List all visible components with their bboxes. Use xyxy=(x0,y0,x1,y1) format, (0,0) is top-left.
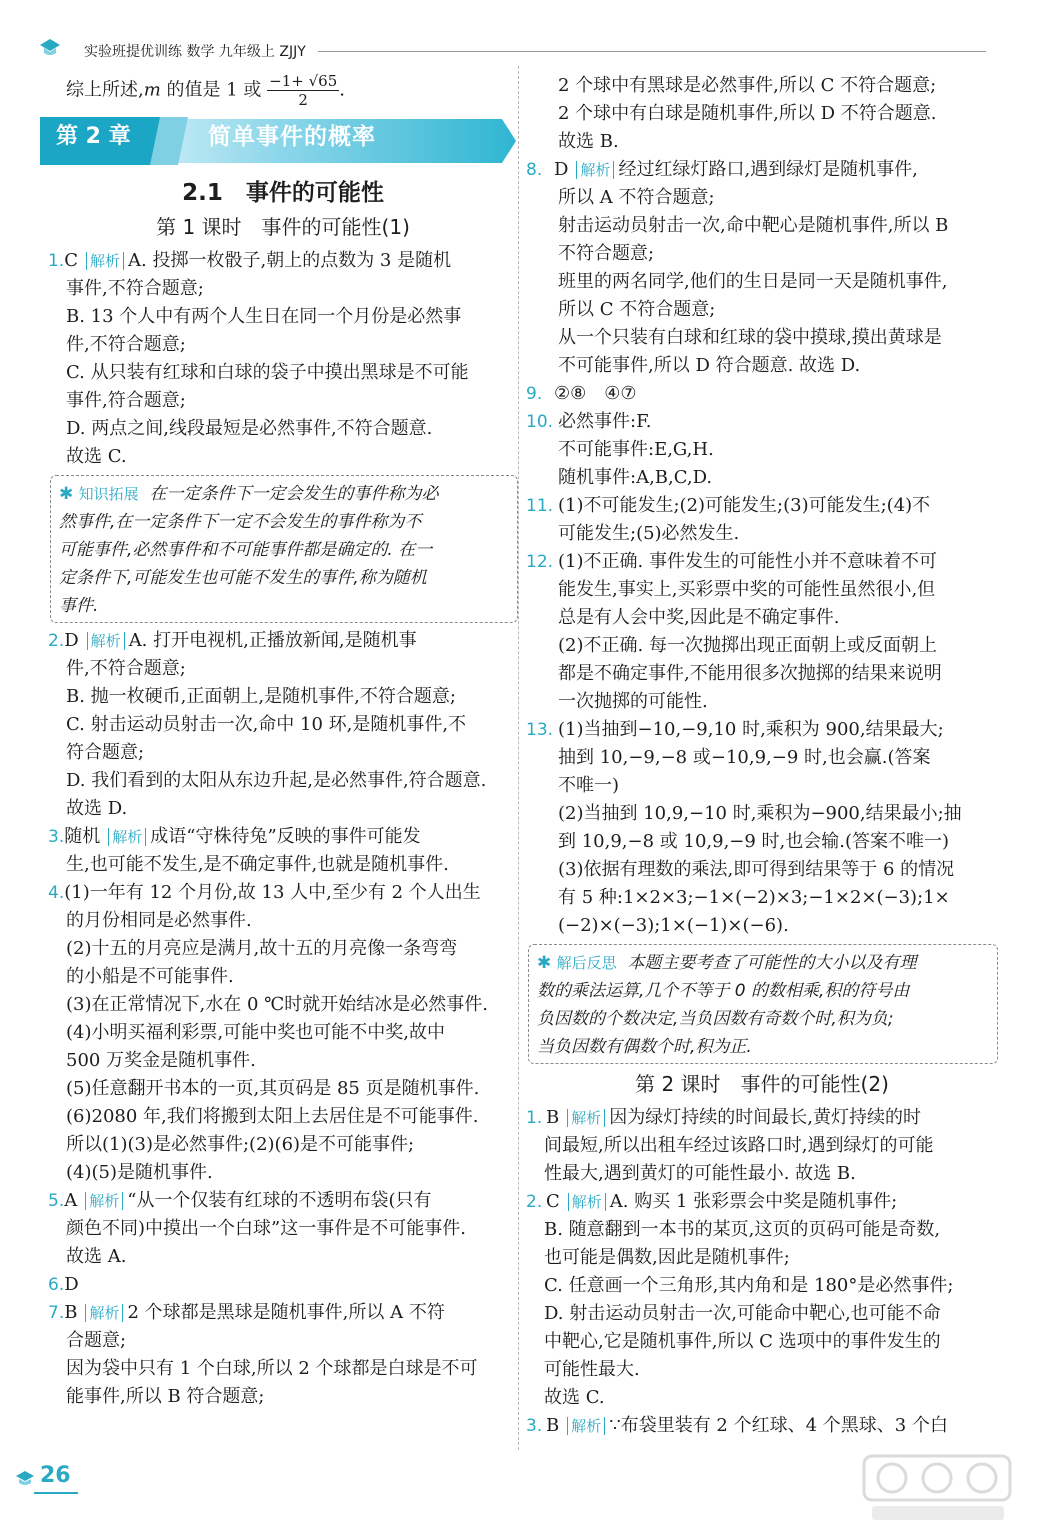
practice-question-3 xyxy=(526,1412,998,1440)
question-number: 3. xyxy=(48,827,65,847)
question-number: 12. xyxy=(526,552,554,572)
analysis-tag: 解析 xyxy=(568,1193,606,1211)
page-marker-icon xyxy=(14,1468,36,1488)
text-line: 随机事件:A,B,C,D. xyxy=(558,467,713,488)
text-line: (1)不正确. 事件发生的可能性小并不意味着不可 xyxy=(558,551,937,572)
text-line: 2 个球都是黑球是随机事件,所以 A 不符 xyxy=(127,1302,445,1323)
analysis-tag: 解析 xyxy=(567,1417,605,1435)
text-line: 然事件,在一定条件下一定不会发生的事件称为不 xyxy=(59,512,422,532)
text-line: 件,不符合题意; xyxy=(66,658,186,679)
text-line: (−2)×(−3);1×(−1)×(−6). xyxy=(558,915,789,936)
practice-question-2 xyxy=(526,1188,998,1216)
practice-question-1 xyxy=(526,1104,998,1132)
text-line: 都是不确定事件,不能用很多次抛掷的结果来说明 xyxy=(558,663,942,684)
text-line: (4)(5)是随机事件. xyxy=(66,1162,213,1183)
text-line: 颜色不同)中摸出一个白球”这一事件是不可能事件. xyxy=(66,1218,466,1239)
text-line: 数的乘法运算,几个不等于 0 的数相乘,积的符号由 xyxy=(537,981,910,1001)
question-8 xyxy=(526,156,998,184)
question-number: 6. xyxy=(48,1275,65,1295)
text-line: 因为袋中只有 1 个白球,所以 2 个球都是白球是不可 xyxy=(66,1358,478,1379)
question-number: 13. xyxy=(526,720,554,740)
question-2 xyxy=(48,627,518,655)
text-line: 不符合题意; xyxy=(558,243,655,264)
text-line: B. 随意翻到一本书的某页,这页的页码可能是奇数, xyxy=(544,1219,941,1240)
analysis-tag: 解析 xyxy=(567,1109,605,1127)
text-line: 总是有人会中奖,因此是不确定事件. xyxy=(558,607,840,628)
text-line: 能事件,所以 B 符合题意; xyxy=(66,1386,265,1407)
text-line: 到 10,9,−8 或 10,9,−9 时,也会输.(答案不唯一) xyxy=(558,831,950,852)
text-line: 的小船是不可能事件. xyxy=(66,966,234,987)
text-line: 500 万奖金是随机事件. xyxy=(66,1050,256,1071)
reflection-box xyxy=(528,944,998,1064)
text-line: C. 从只装有红球和白球的袋子中摸出黑球是不可能 xyxy=(66,362,469,383)
text-line: 故选 C. xyxy=(544,1387,605,1408)
text-line: 班里的两名同学,他们的生日是同一天是随机事件, xyxy=(558,271,948,292)
text-line: 也可能是偶数,因此是随机事件; xyxy=(544,1247,790,1268)
text-line: (5)任意翻开书本的一页,其页码是 85 页是随机事件. xyxy=(66,1078,480,1099)
question-number: 2. xyxy=(526,1192,543,1212)
text-line: (1)当抽到−10,−9,10 时,乘积为 900,结果最大; xyxy=(558,719,944,740)
page-number: 26 xyxy=(40,1463,71,1488)
question-12 xyxy=(526,548,998,576)
question-11 xyxy=(526,492,998,520)
answer: ②⑧ ④⑦ xyxy=(554,383,637,404)
question-13 xyxy=(526,716,998,744)
answer: B xyxy=(64,1302,78,1323)
text-line: 可能发生;(5)必然发生. xyxy=(558,523,740,544)
box-tag: 解后反思 xyxy=(556,954,617,972)
text-line: B. 抛一枚硬币,正面朝上,是随机事件,不符合题意; xyxy=(66,686,456,707)
question-number: 10. xyxy=(526,412,554,432)
text-line: B. 13 个人中有两个人生日在同一个月份是必然事 xyxy=(66,306,462,327)
question-number: 1. xyxy=(48,251,65,271)
question-number: 11. xyxy=(526,496,554,516)
answer: D xyxy=(64,1274,79,1295)
conclusion-line: 综上所述,m 的值是 1 或 $\frac{-1+ √65}{2}$ . xyxy=(66,72,345,109)
star-icon: ✱ xyxy=(537,953,557,973)
text-line: 所以(1)(3)是必然事件;(2)(6)是不可能事件; xyxy=(66,1134,415,1155)
question-10 xyxy=(526,408,998,436)
analysis-tag: 解析 xyxy=(108,828,146,846)
question-number: 8. xyxy=(526,160,543,180)
answer: 随机 xyxy=(64,826,101,847)
chapter-label: 第 2 章 xyxy=(56,124,131,149)
text-line: (1)不可能发生;(2)可能发生;(3)可能发生;(4)不 xyxy=(558,495,931,516)
text-line: (3)依据有理数的乘法,即可得到结果等于 6 的情况 xyxy=(558,859,955,880)
text-line: (3)在正常情况下,水在 0 ℃时就开始结冰是必然事件. xyxy=(66,994,488,1015)
text-line: 性最大,遇到黄灯的可能性最小. 故选 B. xyxy=(544,1163,856,1184)
text-line: 抽到 10,−9,−8 或−10,9,−9 时,也会赢.(答案 xyxy=(558,747,931,768)
answer: B xyxy=(546,1107,560,1128)
publisher-logo-icon xyxy=(38,36,62,58)
text-line: A. 投掷一枚骰子,朝上的点数为 3 是随机 xyxy=(128,250,452,271)
column-divider xyxy=(518,66,519,1450)
answer: C xyxy=(546,1191,560,1212)
text-line: 事件. xyxy=(59,596,99,616)
question-number: 3. xyxy=(526,1416,543,1436)
question-4 xyxy=(48,879,518,907)
chapter-banner xyxy=(40,113,518,169)
text-line: A. 打开电视机,正播放新闻,是随机事 xyxy=(128,630,417,651)
text-line: D. 两点之间,线段最短是必然事件,不符合题意. xyxy=(66,418,433,439)
text-line: 事件,不符合题意; xyxy=(66,278,204,299)
text-line: “从一个仅装有红球的不透明布袋(只有 xyxy=(127,1190,432,1211)
text-line: 间最短,所以出租车经过该路口时,遇到绿灯的可能 xyxy=(544,1135,934,1156)
text-line: 能发生,事实上,买彩票中奖的可能性虽然很小,但 xyxy=(558,579,936,600)
text-line: 负因数的个数决定,当负因数有奇数个时,积为负; xyxy=(537,1009,894,1029)
text-line: 必然事件:F. xyxy=(558,411,652,432)
text-line: 当负因数有偶数个时,积为正. xyxy=(537,1037,752,1057)
text-line: 可能性最大. xyxy=(544,1359,640,1380)
answer: D xyxy=(64,630,79,651)
text-line: 经过红绿灯路口,遇到绿灯是随机事件, xyxy=(618,159,918,180)
question-number: 4. xyxy=(48,883,65,903)
text-line: 一次抛掷的可能性. xyxy=(558,691,708,712)
question-5 xyxy=(48,1187,518,1215)
question-number: 1. xyxy=(526,1108,543,1128)
text-line: 的月份相同是必然事件. xyxy=(66,910,252,931)
analysis-tag: 解析 xyxy=(576,161,614,179)
text-line: (1)一年有 12 个月份,故 13 人中,至少有 2 个人出生 xyxy=(64,882,481,903)
text-line: A. 购买 1 张彩票会中奖是随机事件; xyxy=(609,1191,898,1212)
answer: D xyxy=(554,159,569,180)
text-line: 在一定条件下一定会发生的事件称为必 xyxy=(149,484,439,504)
text-line: 所以 A 不符合题意; xyxy=(558,187,715,208)
text-line: 故选 A. xyxy=(66,1246,127,1267)
text-line: 因为绿灯持续的时间最长,黄灯持续的时 xyxy=(609,1107,921,1128)
text-line: 故选 C. xyxy=(66,446,127,467)
text-line: 合题意; xyxy=(66,1330,127,1351)
text-line: 本题主要考查了可能性的大小以及有理 xyxy=(627,953,917,973)
text-line: 定条件下,可能发生也可能不发生的事件,称为随机 xyxy=(59,568,427,588)
page-number-rule xyxy=(34,1492,78,1494)
text-line: 符合题意; xyxy=(66,742,145,763)
question-number: 9. xyxy=(526,384,543,404)
text-line: 2 个球中有白球是随机事件,所以 D 不符合题意. xyxy=(558,103,937,124)
text-line: 事件,符合题意; xyxy=(66,390,186,411)
answer: A xyxy=(64,1190,78,1211)
text-line: 不唯一) xyxy=(558,775,620,796)
text-line: 中靶心,它是随机事件,所以 C 选项中的事件发生的 xyxy=(544,1331,941,1352)
text-line: D. 我们看到的太阳从东边升起,是必然事件,符合题意. xyxy=(66,770,487,791)
text-line: (4)小明买福利彩票,可能中奖也可能不中奖,故中 xyxy=(66,1022,445,1043)
section-title: 2.1 事件的可能性 xyxy=(182,180,384,206)
question-number: 5. xyxy=(48,1191,65,1211)
analysis-tag: 解析 xyxy=(86,252,124,270)
box-tag: 知识拓展 xyxy=(78,485,139,503)
text-line: ∵布袋里装有 2 个红球、4 个黑球、3 个白 xyxy=(609,1415,948,1436)
text-line: C. 射击运动员射击一次,命中 10 环,是随机事件,不 xyxy=(66,714,467,735)
question-1 xyxy=(48,247,518,275)
text-line: 不可能事件,所以 D 符合题意. 故选 D. xyxy=(558,355,861,376)
text-line: 不可能事件:E,G,H. xyxy=(558,439,714,460)
text-line: 件,不符合题意; xyxy=(66,334,186,355)
chapter-title: 简单事件的概率 xyxy=(208,124,376,150)
analysis-tag: 解析 xyxy=(85,1192,123,1210)
lesson-title: 第 2 课时 事件的可能性(2) xyxy=(635,1072,889,1096)
analysis-tag: 解析 xyxy=(85,1304,123,1322)
text-line: 可能事件,必然事件和不可能事件都是确定的. 在一 xyxy=(59,540,433,560)
analysis-tag: 解析 xyxy=(87,632,125,650)
question-7 xyxy=(48,1299,518,1327)
text-line: D. 射击运动员射击一次,可能命中靶心,也可能不命 xyxy=(544,1303,941,1324)
left-column xyxy=(48,72,518,1411)
text-line: (6)2080 年,我们将搬到太阳上去居住是不可能事件. xyxy=(66,1106,479,1127)
knowledge-expansion-box xyxy=(50,475,518,623)
text-line: (2)不正确. 每一次抛掷出现正面朝上或反面朝上 xyxy=(558,635,937,656)
header-rule xyxy=(318,51,986,52)
text-line: (2)当抽到 10,9,−10 时,乘积为−900,结果最小;抽 xyxy=(558,803,962,824)
text-line: 所以 C 不符合题意; xyxy=(558,299,716,320)
text-line: 有 5 种:1×2×3;−1×(−2)×3;−1×2×(−3);1× xyxy=(558,887,950,908)
question-number: 7. xyxy=(48,1303,65,1323)
watermark-logo-icon xyxy=(862,1452,1012,1524)
star-icon: ✱ xyxy=(59,484,79,504)
question-9 xyxy=(526,380,998,408)
answer: B xyxy=(546,1415,560,1436)
text-line: 生,也可能不发生,是不确定事件,也就是随机事件. xyxy=(66,854,449,875)
right-column xyxy=(526,72,998,1440)
text-line: C. 任意画一个三角形,其内角和是 180°是必然事件; xyxy=(544,1275,954,1296)
text-line: 故选 B. xyxy=(558,131,619,152)
text-line: 成语“守株待兔”反映的事件可能发 xyxy=(150,826,421,847)
question-6 xyxy=(48,1271,518,1299)
text-line: 射击运动员射击一次,命中靶心是随机事件,所以 B xyxy=(558,215,949,236)
lesson-title: 第 1 课时 事件的可能性(1) xyxy=(156,215,410,239)
text-line: 2 个球中有黑球是必然事件,所以 C 不符合题意; xyxy=(558,75,937,96)
question-number: 2. xyxy=(48,631,65,651)
text-line: 故选 D. xyxy=(66,798,128,819)
text-line: 从一个只装有白球和红球的袋中摸球,摸出黄球是 xyxy=(558,327,942,348)
text-line: (2)十五的月亮应是满月,故十五的月亮像一条弯弯 xyxy=(66,938,458,959)
question-3 xyxy=(48,823,518,851)
running-header: 实验班提优训练 数学 九年级上 ZJJY xyxy=(84,44,306,60)
answer: C xyxy=(64,250,79,271)
